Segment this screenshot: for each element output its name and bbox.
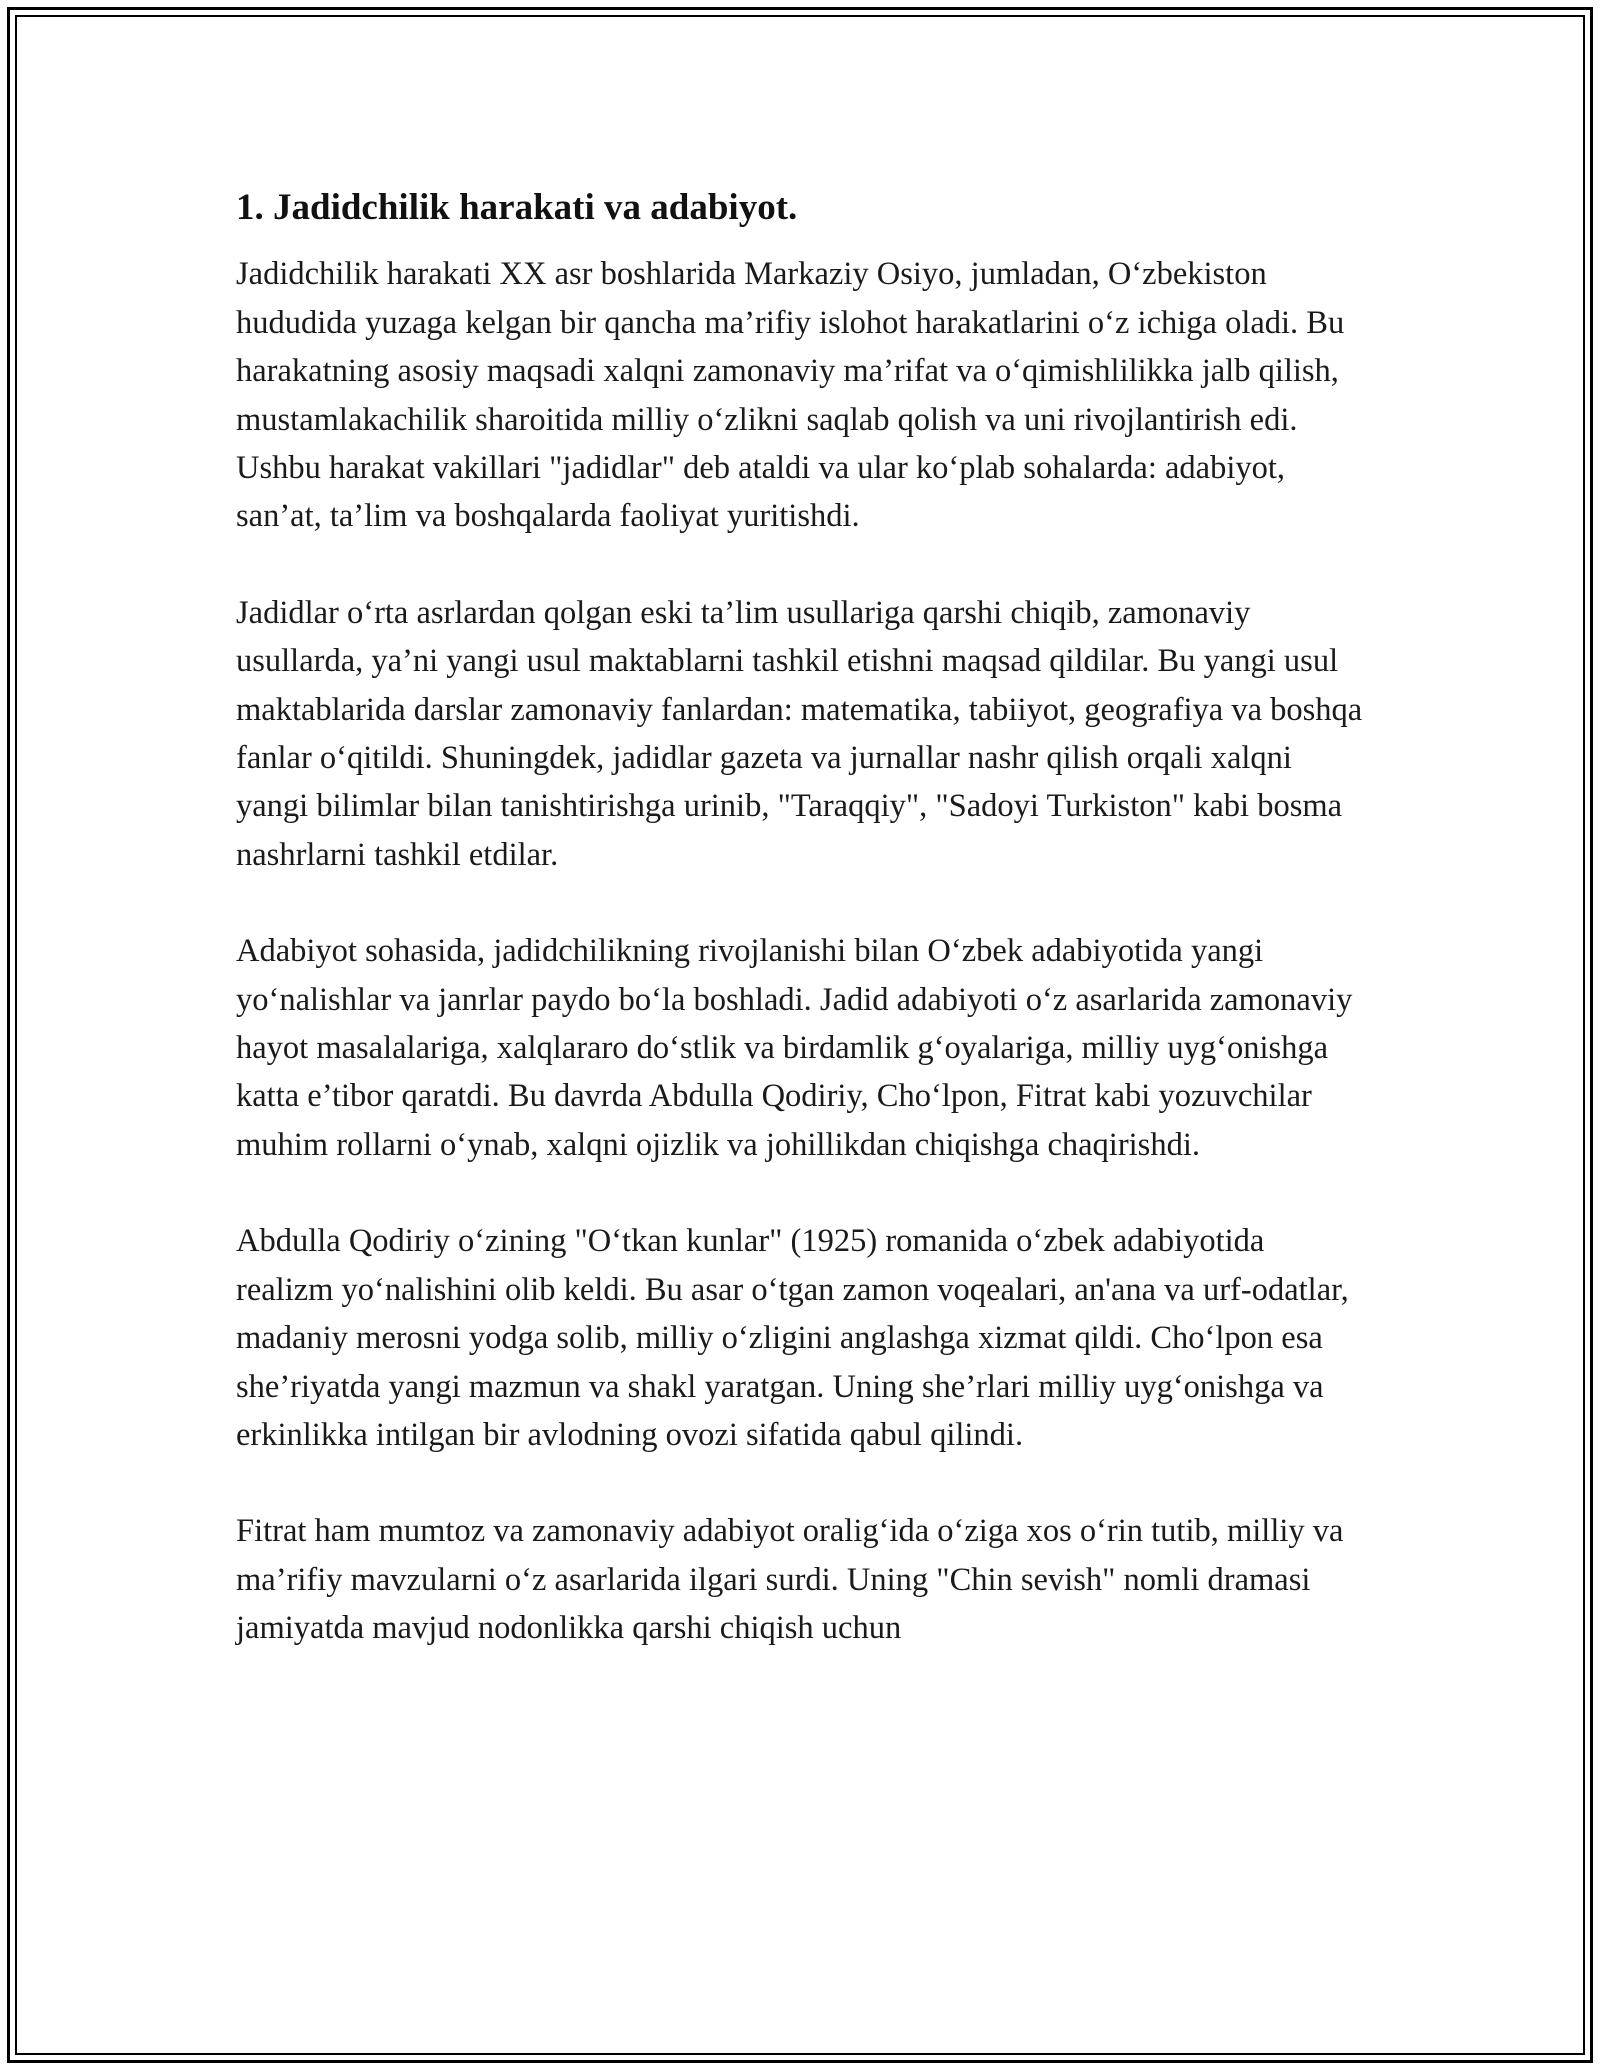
paragraph-3: Adabiyot sohasida, jadidchilikning rivojlanishi bilan O‘zbek adabiyotida yangi yo‘nalishlar va janrlar paydo bo‘la boshladi. Jadid adabiyoti o‘z asarlarida zamonaviy hayot masalalariga, xalqlararo do‘stlik va birdamlik g‘oyalariga, milliy uyg‘onishga katta e’tibor qaratdi. Bu davrda Abdulla Qodiriy, Cho‘lpon, Fitrat kabi yozuvchilar muhim rollarni o‘ynab, xalqni ojizlik va johillikdan chiqishga chaqirishdi. xyxy=(236,933,1353,1163)
section-heading: 1. Jadidchilik harakati va adabiyot. xyxy=(236,187,798,228)
paragraph-5: Fitrat ham mumtoz va zamonaviy adabiyot oralig‘ida o‘ziga xos o‘rin tutib, milliy va ma’rifiy mavzularni o‘z asarlarida ilgari surdi. Uning "Chin sevish" nomli dramasi jamiyatda mavjud nodonlikka qarshi chiqish uchun xyxy=(236,1513,1344,1647)
paragraph-1: Jadidchilik harakati XX asr boshlarida Markaziy Osiyo, jumladan, O‘zbekiston hududida yuzaga kelgan bir qancha ma’rifiy islohot harakatlarini o‘z ichiga oladi. Bu harakatning asosiy maqsadi xalqni zamonaviy ma’rifat va o‘qimishlilikka jalb qilish, mustamlakachilik sharoitida milliy o‘zlikni saqlab qolish va uni rivojlantirish edi. Ushbu harakat vakillari "jadidlar" deb ataldi va ular ko‘plab sohalarda: adabiyot, san’at, ta’lim va boshqalarda faoliyat yuritishdi. xyxy=(236,256,1345,535)
paragraph-4: Abdulla Qodiriy o‘zining "O‘tkan kunlar" (1925) romanida o‘zbek adabiyotida realizm yo‘nalishini olib keldi. Bu asar o‘tgan zamon voqealari, an'ana va urf-odatlar, madaniy merosni yodga solib, milliy o‘zligini anglashga xizmat qildi. Cho‘lpon esa she’riyatda yangi mazmun va shakl yaratgan. Uning she’rlari milliy uyg‘onishga va erkinlikka intilgan bir avlodning ovozi sifatida qabul qilindi. xyxy=(236,1223,1349,1453)
document-body xyxy=(236,186,1366,1701)
paragraph-2: Jadidlar o‘rta asrlardan qolgan eski ta’lim usullariga qarshi chiqib, zamonaviy usullarda, ya’ni yangi usul maktablarni tashkil etishni maqsad qildilar. Bu yangi usul maktablarida darslar zamonaviy fanlardan: matematika, tabiiyot, geografiya va boshqa fanlar o‘qitildi. Shuningdek, jadidlar gazeta va jurnallar nashr qilish orqali xalqni yangi bilimlar bilan tanishtirishga urinib, "Taraqqiy", "Sadoyi Turkiston" kabi bosma nashrlarni tashkil etdilar. xyxy=(236,594,1363,873)
